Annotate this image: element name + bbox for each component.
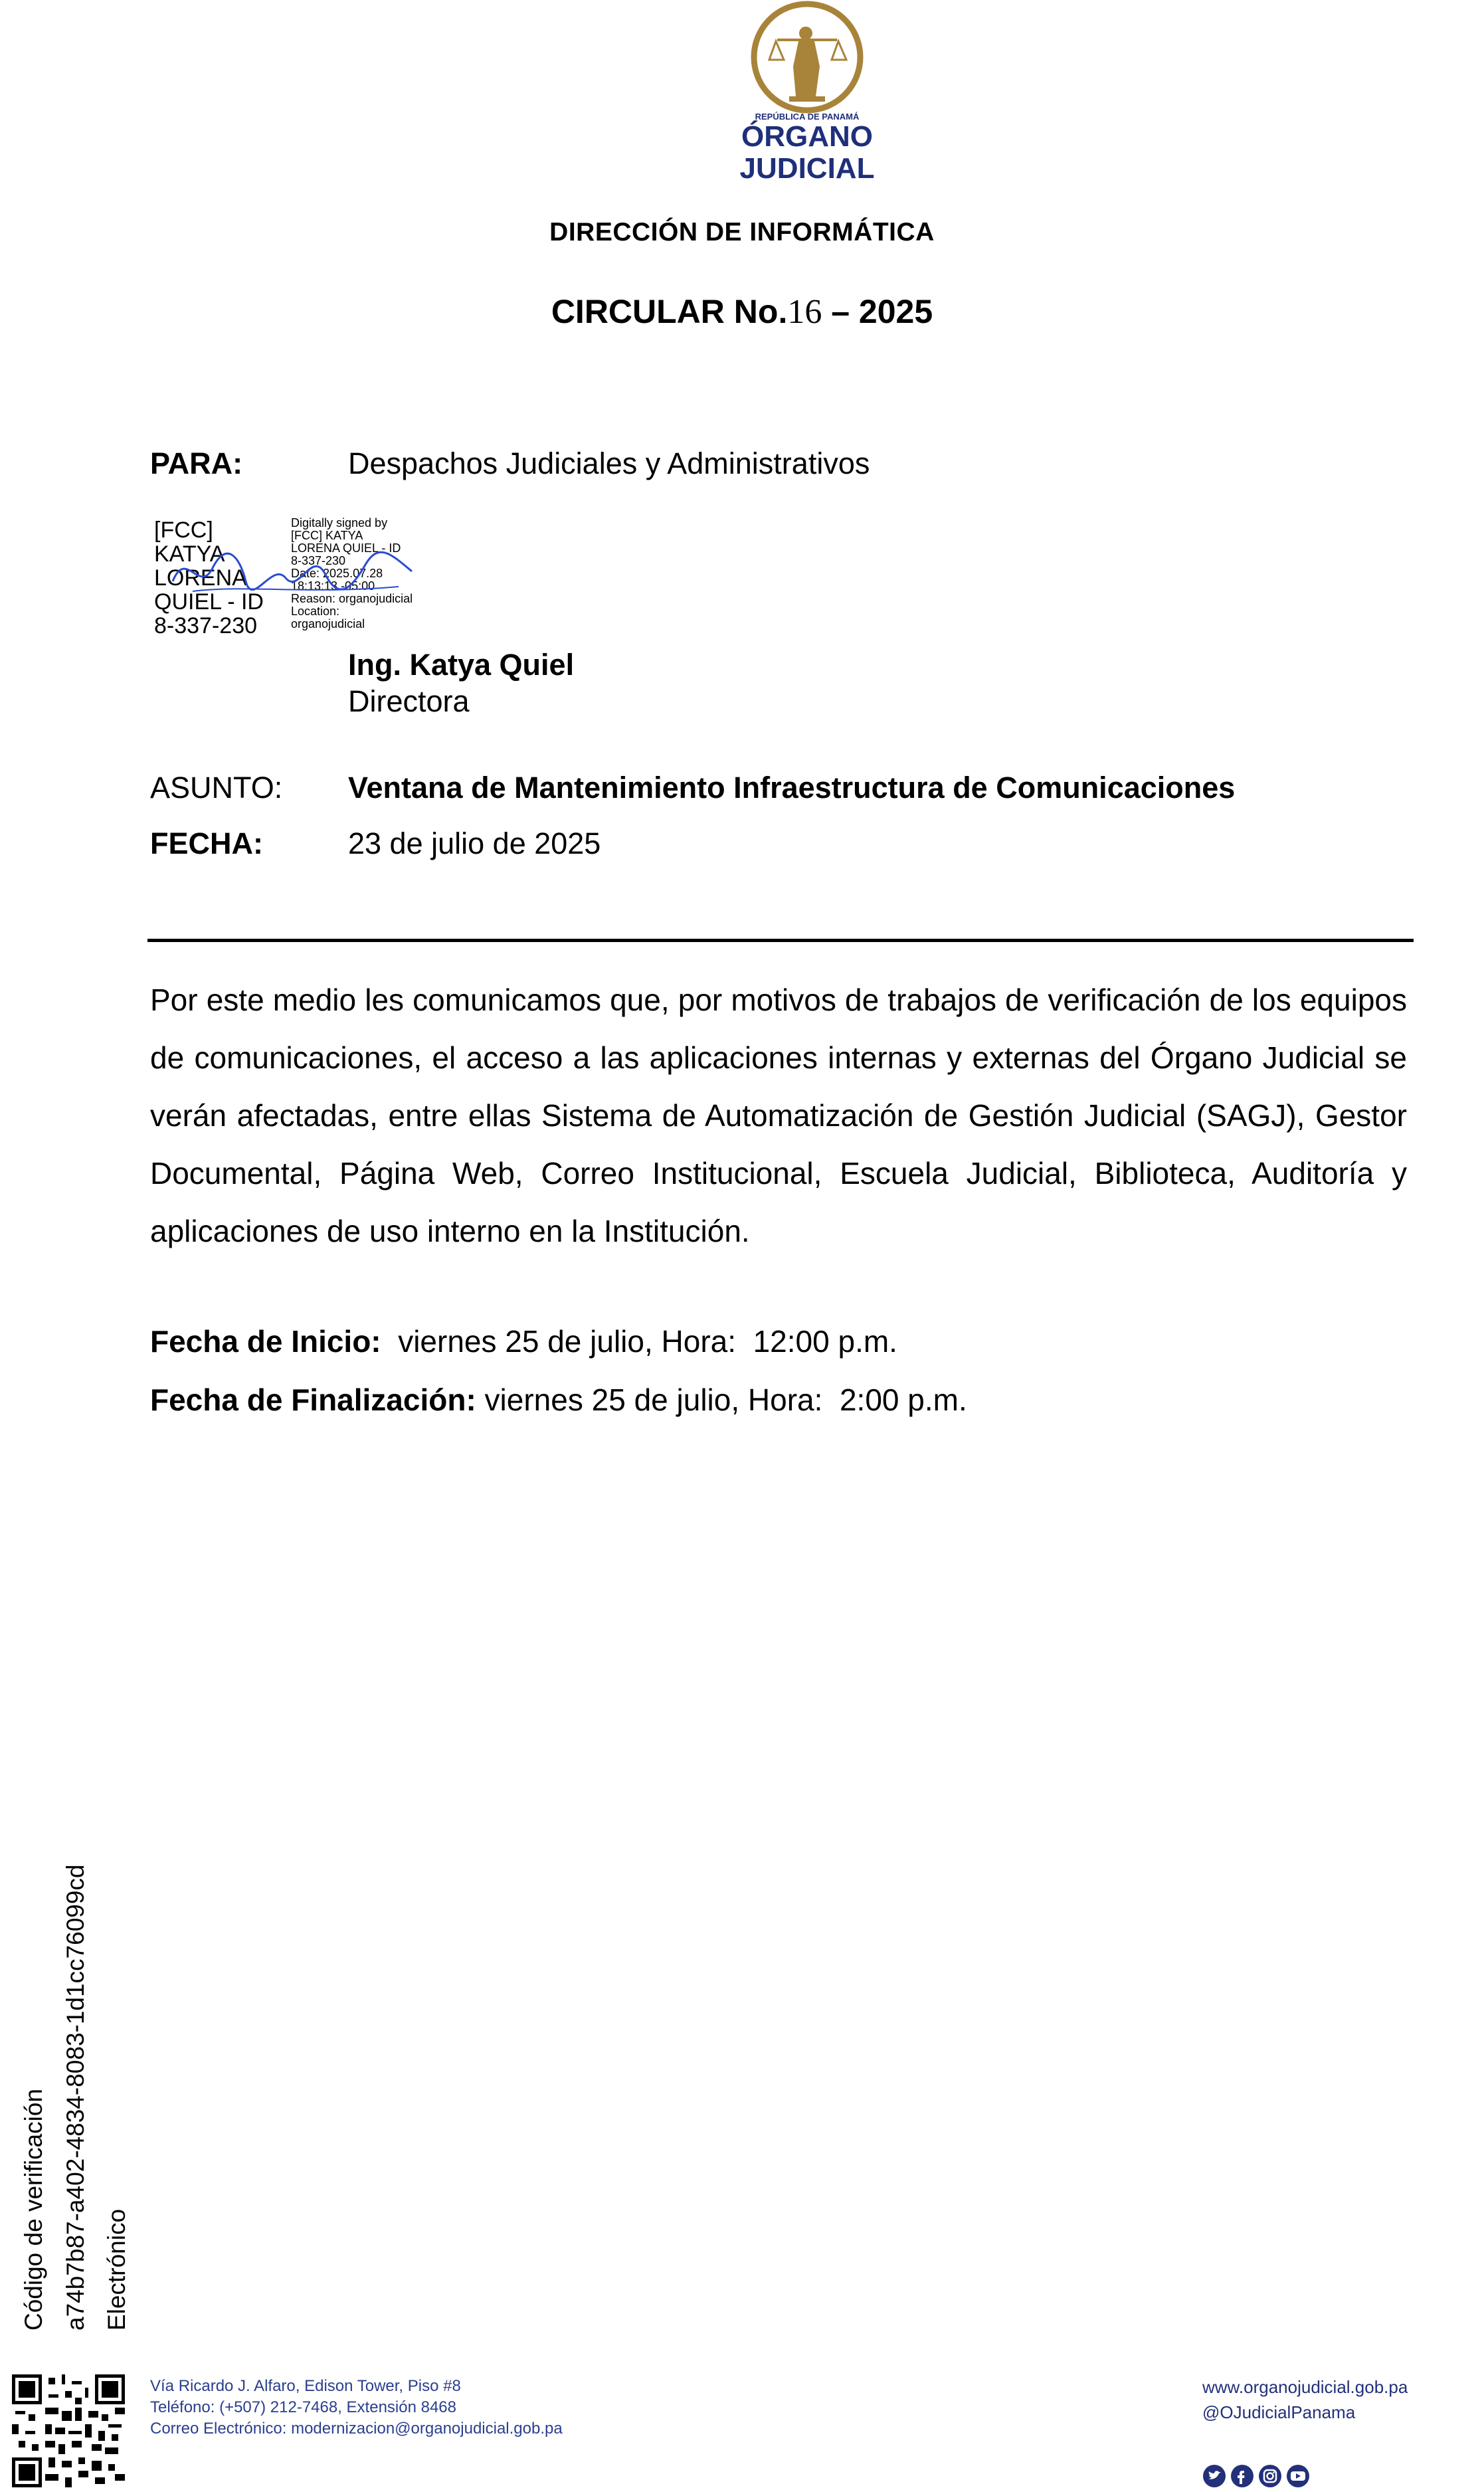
verification-code: a74b7b87-a402-4834-8083-1d1cc76099cd — [62, 1864, 89, 2331]
signature-name-block: [FCC] KATYA LORENA QUIEL - ID 8-337-230 — [154, 518, 264, 638]
footer-address: Vía Ricardo J. Alfaro, Edison Tower, Piso #8 — [150, 2377, 461, 2395]
footer-phone: Teléfono: (+507) 212-7468, Extensión 8468 — [150, 2398, 457, 2416]
instagram-icon[interactable] — [1259, 2465, 1281, 2487]
social-icons — [1202, 2464, 1315, 2488]
verification-type: Electrónico — [103, 2208, 130, 2331]
logo-country: REPÚBLICA DE PANAMÁ — [755, 112, 860, 122]
asunto-value: Ventana de Mantenimiento Infraestructura de Comunicaciones — [348, 771, 1236, 805]
footer-social-handle[interactable]: @OJudicialPanama — [1202, 2402, 1356, 2422]
facebook-icon[interactable] — [1231, 2465, 1253, 2487]
para-label: PARA: — [150, 446, 243, 480]
circular-title — [0, 292, 1484, 332]
logo-line2: JUDICIAL — [739, 152, 875, 185]
end-date-value: viernes 25 de julio, Hora: 2:00 p.m. — [476, 1383, 967, 1417]
lady-justice-icon — [769, 27, 846, 102]
end-date-label: Fecha de Finalización: — [150, 1383, 476, 1417]
organo-judicial-logo — [737, 0, 877, 193]
twitter-icon[interactable] — [1203, 2465, 1226, 2487]
signer-title: Directora — [348, 684, 470, 718]
separator-rule — [147, 939, 1414, 942]
start-date-line — [150, 1323, 897, 1359]
circular-number: 16 — [787, 293, 822, 331]
footer-email: Correo Electrónico: modernizacion@organojudicial.gob.pa — [150, 2420, 563, 2438]
body-paragraph: Por este medio les comunicamos que, por motivos de trabajos de verificación de los equipos de comunicaciones, el acceso a las aplicaciones internas y externas del Órgano Judicial se verán afectadas, entre ellas Sistema de Automatización de Gestión Judicial (SAGJ), Gestor Documental, Página Web, Correo Institucional, Escuela Judicial, Biblioteca, Auditoría y aplicaciones de uso interno en la Institución. — [150, 983, 1407, 1248]
logo-line1: ÓRGANO — [741, 120, 873, 153]
signature-details: Digitally signed by [FCC] KATYA LORENA QUIEL - ID 8-337-230 Date: 2025.07.28 18:13:13 -05:00 Reason: organojudicial Location: organojudicial — [291, 516, 413, 630]
end-date-line — [150, 1382, 967, 1418]
footer-website[interactable]: www.organojudicial.gob.pa — [1202, 2377, 1408, 2397]
asunto-label: ASUNTO: — [150, 771, 283, 805]
handwritten-signature — [166, 535, 418, 608]
department-title: DIRECCIÓN DE INFORMÁTICA — [549, 218, 935, 246]
circular-suffix: – 2025 — [822, 293, 933, 330]
fecha-label: FECHA: — [150, 826, 263, 860]
circular-prefix: CIRCULAR No. — [551, 293, 788, 330]
signer-name: Ing. Katya Quiel — [348, 648, 575, 682]
verification-label: Código de verificación — [20, 2088, 47, 2331]
para-value: Despachos Judiciales y Administrativos — [348, 446, 870, 480]
start-date-label: Fecha de Inicio: — [150, 1324, 381, 1359]
fecha-value: 23 de julio de 2025 — [348, 826, 601, 860]
qr-code — [12, 2374, 125, 2487]
start-date-value: viernes 25 de julio, Hora: 12:00 p.m. — [381, 1324, 897, 1359]
youtube-icon[interactable] — [1287, 2465, 1309, 2487]
